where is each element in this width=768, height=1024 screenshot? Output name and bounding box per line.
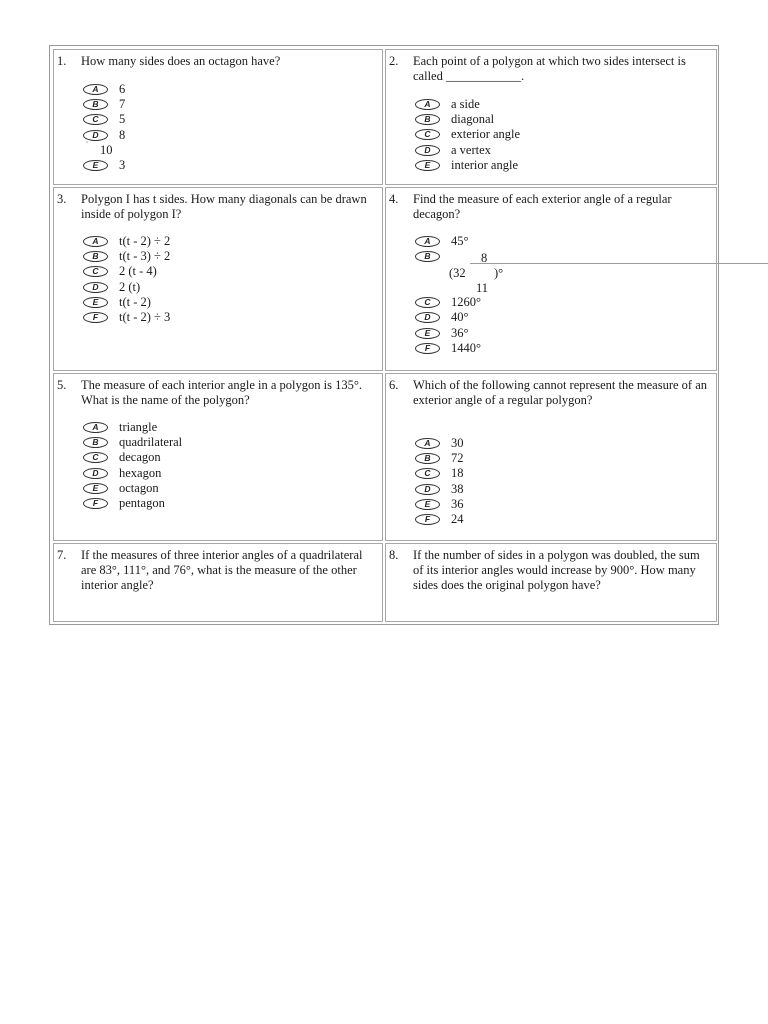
answer-option-c[interactable]	[83, 264, 170, 279]
option-text: 18	[451, 466, 464, 481]
choice-d-bubble-icon[interactable]: D	[83, 130, 108, 141]
answer-option-e[interactable]	[83, 158, 125, 173]
question-number: 1.	[57, 54, 67, 68]
answer-option-d[interactable]	[415, 310, 481, 325]
question-number: 4.	[389, 192, 399, 206]
question-1-cell	[53, 49, 383, 185]
question-text: Which of the following cannot represent the measure of an exterior angle of a regular polygon?	[413, 378, 707, 407]
answer-option-d[interactable]	[415, 143, 520, 158]
question-2-cell	[385, 49, 717, 185]
option-text: hexagon	[119, 465, 162, 480]
question-5-cell	[53, 373, 383, 541]
option-text: 8	[119, 127, 126, 142]
choice-b-bubble-icon[interactable]: B	[83, 251, 108, 262]
answer-option-d[interactable]	[83, 280, 170, 295]
answer-option-e[interactable]	[83, 481, 182, 496]
answer-option-unlabeled[interactable]	[83, 143, 125, 158]
answer-option-a[interactable]	[83, 82, 125, 97]
question-text: Polygon I has t sides. How many diagonals can be drawn inside of polygon I?	[81, 192, 367, 221]
question-number: 7.	[57, 548, 67, 562]
choice-e-bubble-icon[interactable]: E	[415, 160, 440, 171]
choice-e-bubble-icon[interactable]: E	[83, 297, 108, 308]
option-text: t(t - 3) ÷ 2	[119, 249, 171, 264]
option-text: 30	[451, 436, 464, 451]
choice-a-bubble-icon[interactable]: A	[83, 84, 108, 95]
question-text: The measure of each interior angle in a polygon is 135°. What is the name of the polygon?	[81, 378, 362, 407]
option-text: quadrilateral	[119, 435, 183, 450]
answer-option-a[interactable]	[415, 234, 481, 249]
choice-e-bubble-icon[interactable]: E	[415, 328, 440, 339]
choice-e-bubble-icon[interactable]: E	[83, 160, 108, 171]
choice-b-bubble-icon[interactable]: B	[83, 99, 108, 110]
choice-e-bubble-icon[interactable]: E	[83, 483, 108, 494]
answer-option-b[interactable]	[83, 97, 125, 112]
question-text: If the number of sides in a polygon was doubled, the sum of its interior angles would increase by 900°. How many sides does the original polygon have?	[413, 548, 700, 592]
option-text: octagon	[119, 480, 159, 495]
fraction-whole: (32	[449, 266, 466, 280]
question-number: 6.	[389, 378, 399, 392]
choice-f-bubble-icon[interactable]: F	[83, 312, 108, 323]
answer-option-d[interactable]	[83, 466, 182, 481]
option-text: 10	[100, 142, 113, 157]
question-text: How many sides does an octagon have?	[81, 54, 281, 68]
answer-options	[415, 436, 464, 527]
choice-a-bubble-icon[interactable]: A	[415, 99, 440, 110]
fraction-denominator: 11	[476, 281, 489, 295]
option-text: exterior angle	[451, 127, 521, 142]
question-8-cell	[385, 543, 717, 622]
fraction-bar-line	[470, 263, 768, 264]
option-text: 24	[451, 512, 464, 527]
question-6-cell	[385, 373, 717, 541]
answer-option-e[interactable]	[415, 158, 520, 173]
option-text: 7	[119, 97, 126, 112]
option-text: 36°	[451, 325, 469, 340]
option-text: pentagon	[119, 496, 165, 511]
answer-option-b[interactable]	[415, 451, 464, 466]
answer-option-b[interactable]	[83, 249, 170, 264]
answer-option-c[interactable]	[83, 450, 182, 465]
choice-c-bubble-icon[interactable]: C	[83, 114, 108, 125]
question-number: 2.	[389, 54, 399, 68]
choice-a-bubble-icon[interactable]: A	[415, 236, 440, 247]
answer-option-f[interactable]	[83, 310, 170, 325]
option-text: diagonal	[451, 112, 495, 127]
choice-d-bubble-icon[interactable]: D	[415, 145, 440, 156]
option-text: t(t - 2)	[119, 294, 151, 309]
answer-option-b[interactable]	[415, 249, 481, 295]
answer-options	[415, 234, 481, 356]
question-number: 5.	[57, 378, 67, 392]
answer-option-a[interactable]	[415, 97, 520, 112]
option-text: 5	[119, 112, 126, 127]
choice-b-bubble-icon[interactable]: B	[415, 251, 440, 262]
choice-e-bubble-icon[interactable]: E	[415, 499, 440, 510]
option-text: a vertex	[451, 142, 491, 157]
answer-option-a[interactable]	[415, 436, 464, 451]
option-text: 36	[451, 496, 464, 511]
question-text: Each point of a polygon at which two sides intersect is called ____________.	[413, 54, 686, 83]
option-text: 72	[451, 451, 464, 466]
choice-d-bubble-icon[interactable]: D	[83, 468, 108, 479]
option-text: 45°	[451, 234, 469, 249]
choice-a-bubble-icon[interactable]: A	[83, 422, 108, 433]
quiz-table	[49, 45, 719, 625]
choice-c-bubble-icon[interactable]: C	[415, 468, 440, 479]
answer-option-e[interactable]	[415, 326, 481, 341]
stray-mark: ˚	[86, 141, 89, 149]
option-text: decagon	[119, 450, 161, 465]
answer-option-e[interactable]	[83, 295, 170, 310]
answer-option-c[interactable]	[83, 112, 125, 127]
option-text: t(t - 2) ÷ 2	[119, 234, 171, 249]
question-number: 8.	[389, 548, 399, 562]
option-text: a side	[451, 97, 480, 112]
question-7-cell	[53, 543, 383, 622]
choice-b-bubble-icon[interactable]: B	[415, 114, 440, 125]
choice-b-bubble-icon[interactable]: B	[83, 437, 108, 448]
answer-option-c[interactable]	[415, 295, 481, 310]
option-text: 2 (t)	[119, 279, 141, 294]
choice-f-bubble-icon[interactable]: F	[415, 343, 440, 354]
answer-options	[415, 97, 520, 173]
option-text: t(t - 2) ÷ 3	[119, 310, 171, 325]
choice-d-bubble-icon[interactable]: D	[83, 282, 108, 293]
option-text: 3	[119, 158, 126, 173]
answer-option-f[interactable]	[415, 341, 481, 356]
choice-d-bubble-icon[interactable]: D	[415, 312, 440, 323]
answer-options	[83, 420, 182, 511]
answer-option-c[interactable]	[415, 466, 464, 481]
choice-b-bubble-icon[interactable]: B	[415, 453, 440, 464]
choice-c-bubble-icon[interactable]: C	[83, 266, 108, 277]
choice-a-bubble-icon[interactable]: A	[83, 236, 108, 247]
answer-options	[83, 82, 125, 173]
choice-c-bubble-icon[interactable]: C	[415, 297, 440, 308]
answer-option-f[interactable]	[83, 496, 182, 511]
answer-option-e[interactable]	[415, 497, 464, 512]
option-text: 38	[451, 481, 464, 496]
fraction-close: )°	[494, 266, 504, 280]
choice-d-bubble-icon[interactable]: D	[415, 484, 440, 495]
question-text: If the measures of three interior angles of a quadrilateral are 83°, 111°, and 76°, what is the measure of the other interior angle?	[81, 548, 363, 592]
option-text: 1260°	[451, 295, 481, 310]
choice-a-bubble-icon[interactable]: A	[415, 438, 440, 449]
option-text: 40°	[451, 310, 469, 325]
choice-f-bubble-icon[interactable]: F	[415, 514, 440, 525]
answer-option-f[interactable]	[415, 512, 464, 527]
answer-option-b[interactable]	[83, 435, 182, 450]
option-text: triangle	[119, 420, 158, 435]
answer-option-d[interactable]	[415, 482, 464, 497]
choice-c-bubble-icon[interactable]: C	[83, 452, 108, 463]
answer-option-c[interactable]	[415, 127, 520, 142]
answer-option-a[interactable]	[83, 234, 170, 249]
option-text: 1440°	[451, 340, 481, 355]
answer-option-b[interactable]	[415, 112, 520, 127]
answer-option-d[interactable]	[83, 128, 125, 143]
question-3-cell	[53, 187, 383, 371]
question-4-cell	[385, 187, 717, 371]
question-text: Find the measure of each exterior angle of a regular decagon?	[413, 192, 672, 221]
answer-option-a[interactable]	[83, 420, 182, 435]
answer-options	[83, 234, 170, 325]
fraction-numerator: 8	[481, 251, 488, 265]
choice-c-bubble-icon[interactable]: C	[415, 129, 440, 140]
option-text: 6	[119, 82, 126, 97]
choice-f-bubble-icon[interactable]: F	[83, 498, 108, 509]
option-text: interior angle	[451, 157, 518, 172]
question-number: 3.	[57, 192, 67, 206]
option-text: 2 (t - 4)	[119, 264, 157, 279]
